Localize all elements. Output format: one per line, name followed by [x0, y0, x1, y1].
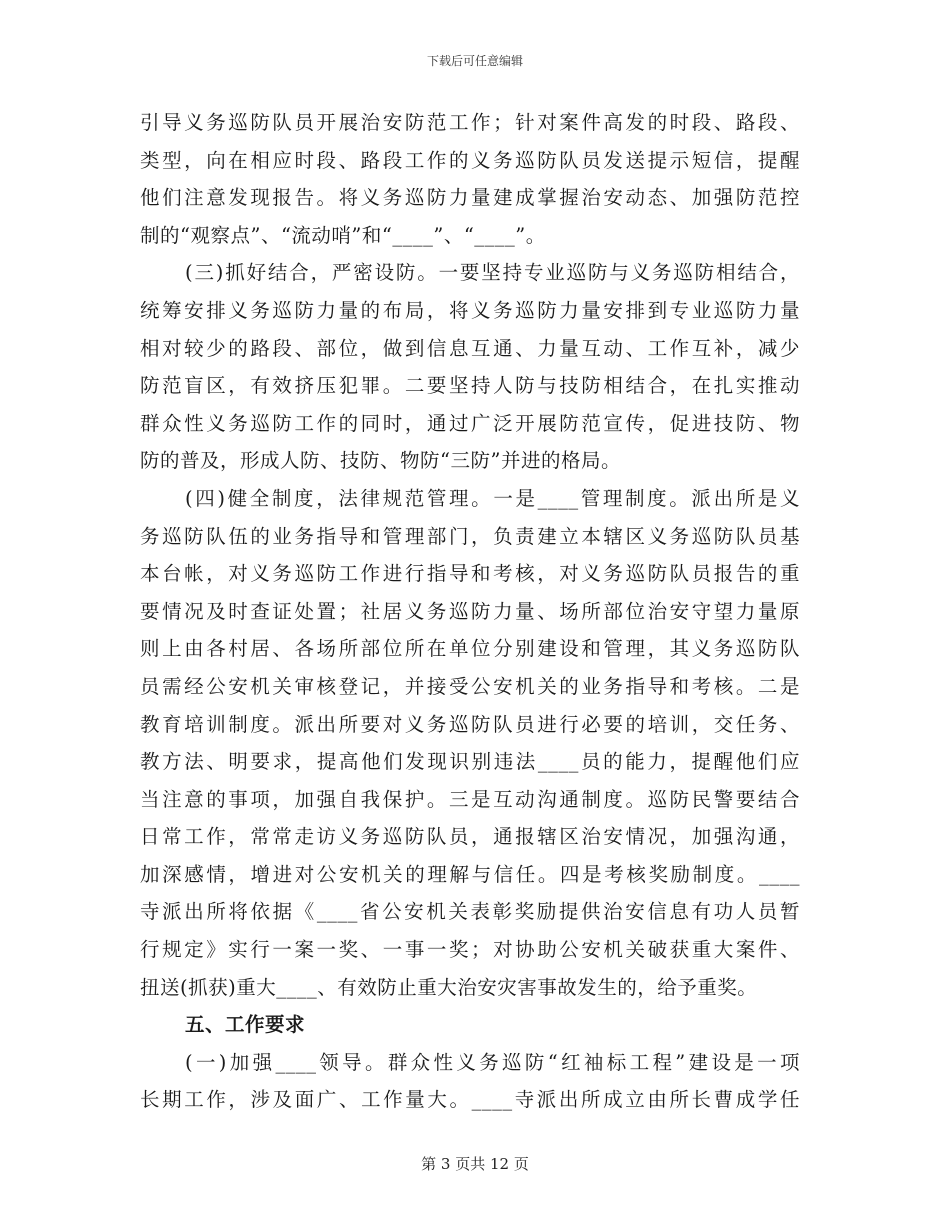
text-line: 员需经公安机关审核登记，并接受公安机关的业务指导和考核。二是 [140, 674, 800, 698]
text-line: 扭送(抓获)重大____、有效防止重大治安灾害事故发生的，给予重奖。 [140, 975, 758, 999]
page-footer: 第 3 页共 12 页 [421, 1155, 529, 1173]
document-body [140, 104, 800, 1119]
text-line: 教育培训制度。派出所要对义务巡防队员进行必要的培训，交任务、 [140, 712, 800, 736]
text-line: (一)加强____领导。群众性义务巡防“红袖标工程”建设是一项 [185, 1050, 800, 1074]
text-line: 要情况及时查证处置；社居义务巡防力量、场所部位治安守望力量原 [140, 599, 800, 623]
text-line: 长期工作，涉及面广、工作量大。____寺派出所成立由所长曹成学任 [140, 1088, 800, 1112]
text-line: 加深感情，增进对公安机关的理解与信任。四是考核奖励制度。____ [140, 862, 800, 886]
text-line: 寺派出所将依据《____省公安机关表彰奖励提供治安信息有功人员暂 [140, 900, 800, 924]
text-line: 本台帐，对义务巡防工作进行指导和考核，对义务巡防队员报告的重 [140, 562, 800, 586]
text-line: 防范盲区，有效挤压犯罪。二要坚持人防与技防相结合，在扎实推动 [140, 374, 800, 398]
text-line: 日常工作，常常走访义务巡防队员，通报辖区治安情况，加强沟通， [140, 825, 800, 849]
text-line: 则上由各村居、各场所部位所在单位分别建设和管理，其义务巡防队 [140, 637, 800, 661]
text-line: 当注意的事项，加强自我保护。三是互动沟通制度。巡防民警要结合 [140, 787, 800, 811]
text-line: 制的“观察点”、“流动哨”和“____”、“____”。 [140, 223, 546, 247]
text-line: 务巡防队伍的业务指导和管理部门，负责建立本辖区义务巡防队员基 [140, 524, 800, 548]
text-line: (四)健全制度，法律规范管理。一是____管理制度。派出所是义 [185, 486, 800, 510]
text-line: 引导义务巡防队员开展治安防范工作；针对案件高发的时段、路段、 [140, 111, 800, 134]
text-line: (三)抓好结合，严密设防。一要坚持专业巡防与义务巡防相结合， [185, 261, 800, 285]
text-line: 他们注意发现报告。将义务巡防力量建成掌握治安动态、加强防范控 [140, 186, 800, 210]
text-line: 群众性义务巡防工作的同时，通过广泛开展防范宣传，促进技防、物 [140, 411, 800, 435]
section-heading: 五、工作要求 [185, 1013, 306, 1037]
text-line: 教方法、明要求，提高他们发现识别违法____员的能力，提醒他们应 [140, 750, 800, 774]
text-line: 行规定》实行一案一奖、一事一奖；对协助公安机关破获重大案件、 [140, 938, 800, 962]
text-line: 相对较少的路段、部位，做到信息互通、力量互动、工作互补，减少 [140, 336, 800, 360]
page-header: 下载后可任意编辑 [426, 54, 523, 68]
text-line: 统筹安排义务巡防力量的布局，将义务巡防力量安排到专业巡防力量 [140, 298, 800, 322]
text-line: 类型，向在相应时段、路段工作的义务巡防队员发送提示短信，提醒 [140, 148, 800, 172]
text-line: 防的普及，形成人防、技防、物防“三防”并进的格局。 [140, 449, 621, 473]
